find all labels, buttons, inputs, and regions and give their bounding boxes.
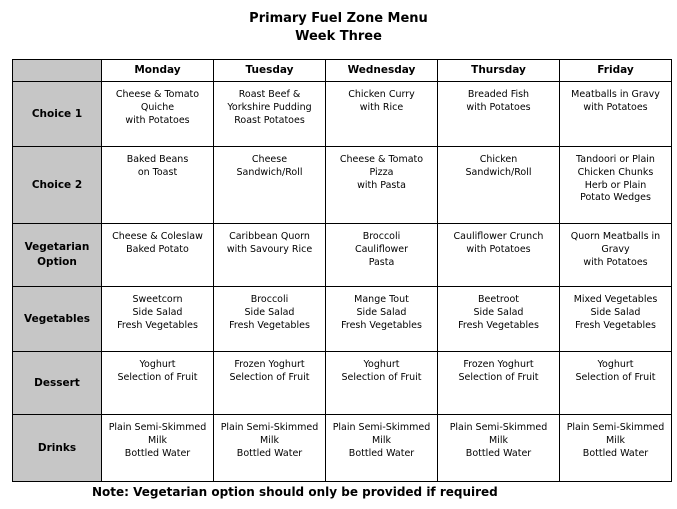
menu-item-line: Roast Potatoes	[234, 114, 305, 126]
menu-item-line: Meatballs in Gravy	[571, 89, 660, 100]
menu-item-line: Fresh Vegetables	[458, 319, 539, 331]
menu-item-line: Side Salad	[473, 306, 524, 318]
menu-item-line: Pasta	[368, 256, 395, 268]
menu-cell-friday	[560, 287, 672, 352]
menu-item-line: Yoghurt	[139, 359, 176, 370]
menu-item-line: Cauliflower	[354, 243, 409, 255]
row-header-label: Option	[37, 256, 77, 268]
menu-item-line: Baked Beans	[126, 154, 189, 165]
menu-cell-thursday	[438, 224, 560, 287]
menu-subtitle-week: Week Three	[295, 29, 382, 44]
day-header-wednesday: Wednesday	[326, 60, 438, 82]
menu-item-line: Side Salad	[356, 306, 407, 318]
menu-cell-friday	[560, 82, 672, 147]
menu-item-line: Yoghurt	[597, 359, 634, 370]
menu-cell-monday	[102, 224, 214, 287]
menu-body	[13, 82, 672, 482]
menu-item-line: Mange Tout	[354, 294, 409, 305]
menu-item-line: Broccoli	[362, 231, 401, 242]
row-header-label: Dessert	[34, 376, 80, 389]
menu-cell-tuesday	[214, 82, 326, 147]
menu-item-line: Chicken Curry	[348, 89, 415, 100]
menu-item-line: Plain Semi-Skimmed	[220, 422, 319, 433]
menu-item-line: Mixed Vegetables	[573, 294, 658, 305]
menu-item-line: Selection of Fruit	[341, 371, 422, 383]
menu-cell-tuesday	[214, 224, 326, 287]
menu-cell-wednesday	[326, 147, 438, 224]
menu-item-line: Breaded Fish	[467, 89, 530, 100]
menu-cell-monday	[102, 147, 214, 224]
row-header-cell	[13, 352, 102, 415]
menu-cell-wednesday	[326, 287, 438, 352]
menu-cell-wednesday	[326, 82, 438, 147]
day-header-row	[13, 60, 672, 82]
menu-item-line: on Toast	[137, 166, 178, 178]
row-header-cell	[13, 224, 102, 287]
menu-item-line: Selection of Fruit	[229, 371, 310, 383]
menu-cell-friday	[560, 147, 672, 224]
day-header-tuesday: Tuesday	[214, 60, 326, 82]
menu-item-line: Plain Semi-Skimmed	[566, 422, 665, 433]
menu-row	[13, 147, 672, 224]
menu-cell-monday	[102, 415, 214, 482]
menu-item-line: Side Salad	[244, 306, 295, 318]
menu-item-line: Plain Semi-Skimmed	[332, 422, 431, 433]
day-header-thursday: Thursday	[438, 60, 560, 82]
menu-item-line: Fresh Vegetables	[341, 319, 422, 331]
menu-cell-friday	[560, 415, 672, 482]
menu-cell-wednesday	[326, 224, 438, 287]
menu-item-line: Herb or Plain	[584, 179, 647, 191]
menu-item-line: with Potatoes	[125, 114, 190, 126]
menu-item-line: Milk	[260, 434, 279, 446]
menu-item-line: Sweetcorn	[132, 294, 183, 305]
menu-item-line: Beetroot	[478, 294, 519, 305]
row-header-label: Choice 1	[31, 107, 83, 120]
menu-item-line: Bottled Water	[124, 447, 191, 459]
menu-item-line: Cheese	[251, 154, 288, 165]
menu-item-line: Plain Semi-Skimmed	[449, 422, 548, 433]
menu-item-line: Plain Semi-Skimmed	[108, 422, 207, 433]
row-header-cell	[13, 415, 102, 482]
menu-item-line: Milk	[606, 434, 625, 446]
menu-title: Primary Fuel Zone Menu	[249, 11, 428, 26]
menu-cell-friday	[560, 352, 672, 415]
row-header-label: Choice 2	[31, 178, 83, 191]
menu-item-line: Baked Potato	[126, 243, 189, 255]
menu-item-line: Chicken Chunks	[577, 166, 654, 178]
menu-item-line: Pizza	[369, 166, 394, 178]
menu-cell-tuesday	[214, 415, 326, 482]
menu-item-line: Quiche	[140, 101, 175, 113]
menu-item-line: with Potatoes	[583, 256, 648, 268]
menu-cell-tuesday	[214, 287, 326, 352]
menu-row	[13, 82, 672, 147]
menu-cell-thursday	[438, 82, 560, 147]
menu-item-line: with Pasta	[357, 179, 406, 191]
menu-item-line: Bottled Water	[465, 447, 532, 459]
menu-item-line: Sandwich/Roll	[236, 166, 303, 178]
menu-cell-wednesday	[326, 352, 438, 415]
menu-cell-wednesday	[326, 415, 438, 482]
menu-cell-monday	[102, 82, 214, 147]
menu-item-line: Quorn Meatballs in	[570, 231, 661, 242]
menu-item-line: with Potatoes	[583, 101, 648, 113]
menu-item-line: Cauliflower Crunch	[453, 231, 544, 242]
menu-item-line: Selection of Fruit	[458, 371, 539, 383]
menu-cell-thursday	[438, 147, 560, 224]
menu-item-line: Potato Wedges	[580, 192, 651, 204]
menu-item-line: Roast Beef &	[238, 89, 301, 100]
menu-item-line: Broccoli	[250, 294, 289, 305]
row-header-label: Drinks	[37, 441, 77, 454]
menu-cell-tuesday	[214, 147, 326, 224]
menu-cell-friday	[560, 224, 672, 287]
menu-item-line: Bottled Water	[348, 447, 415, 459]
menu-cell-tuesday	[214, 352, 326, 415]
menu-item-line: Milk	[489, 434, 508, 446]
row-header-cell	[13, 287, 102, 352]
menu-item-line: Milk	[148, 434, 167, 446]
menu-item-line: with Rice	[359, 101, 404, 113]
menu-item-line: Cheese & Tomato	[339, 154, 424, 165]
menu-item-line: Bottled Water	[236, 447, 303, 459]
menu-item-line: Fresh Vegetables	[575, 319, 656, 331]
menu-item-line: Caribbean Quorn	[229, 231, 310, 242]
menu-item-line: Fresh Vegetables	[229, 319, 310, 331]
day-header-monday: Monday	[102, 60, 214, 82]
menu-item-line: Chicken	[479, 154, 518, 165]
menu-cell-monday	[102, 352, 214, 415]
menu-cell-thursday	[438, 287, 560, 352]
menu-item-line: with Savoury Rice	[226, 243, 313, 255]
row-header-cell	[13, 147, 102, 224]
menu-row	[13, 415, 672, 482]
menu-item-line: Milk	[372, 434, 391, 446]
row-header-label: Vegetarian	[24, 241, 90, 253]
menu-item-line: Fresh Vegetables	[117, 319, 198, 331]
menu-item-line: with Potatoes	[466, 243, 531, 255]
menu-item-line: with Potatoes	[466, 101, 531, 113]
menu-item-line: Bottled Water	[582, 447, 649, 459]
vegetarian-note: Note: Vegetarian option should only be provided if required	[92, 485, 498, 499]
menu-item-line: Selection of Fruit	[575, 371, 656, 383]
menu-item-line: Cheese & Coleslaw	[112, 231, 203, 242]
menu-item-line: Side Salad	[590, 306, 641, 318]
row-header-label: Vegetables	[24, 312, 90, 325]
menu-item-line: Cheese & Tomato	[115, 89, 200, 100]
header-corner-cell	[13, 60, 102, 82]
menu-cell-monday	[102, 287, 214, 352]
menu-row	[13, 224, 672, 287]
menu-item-line: Yorkshire Pudding	[227, 101, 312, 113]
menu-item-line: Yoghurt	[363, 359, 400, 370]
menu-cell-thursday	[438, 415, 560, 482]
menu-item-line: Gravy	[601, 243, 630, 255]
menu-item-line: Side Salad	[132, 306, 183, 318]
menu-table	[12, 59, 672, 482]
menu-item-line: Tandoori or Plain	[576, 154, 655, 165]
menu-item-line: Frozen Yoghurt	[463, 359, 534, 370]
menu-cell-thursday	[438, 352, 560, 415]
menu-item-line: Frozen Yoghurt	[234, 359, 305, 370]
row-header-cell	[13, 82, 102, 147]
menu-item-line: Selection of Fruit	[117, 371, 198, 383]
menu-row	[13, 352, 672, 415]
menu-item-line: Sandwich/Roll	[465, 166, 532, 178]
day-header-friday: Friday	[560, 60, 672, 82]
menu-row	[13, 287, 672, 352]
